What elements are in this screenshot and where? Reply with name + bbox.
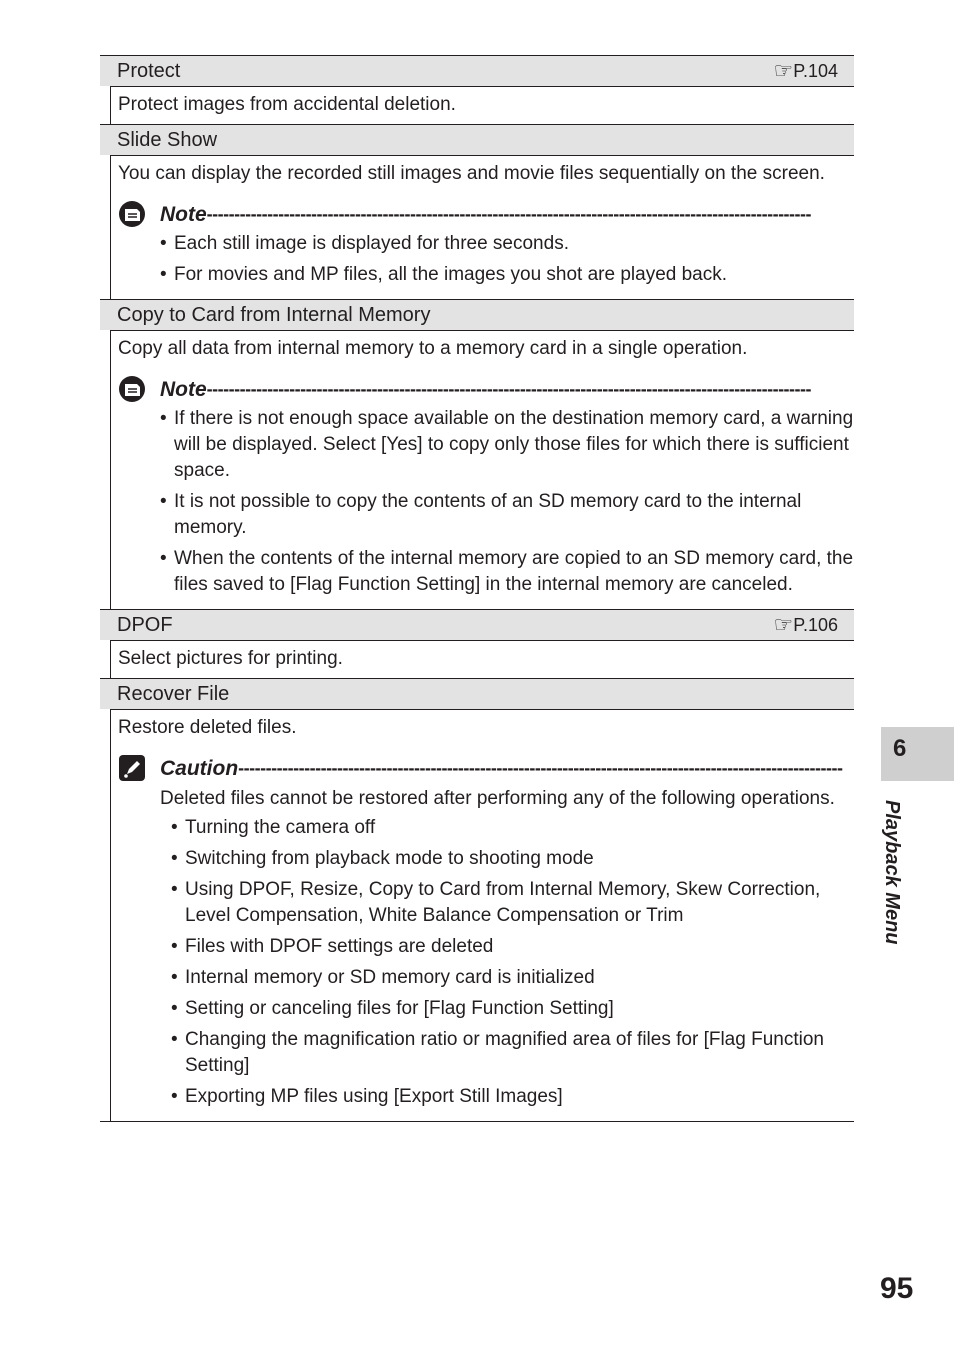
- chapter-tab[interactable]: [881, 727, 954, 781]
- note-heading: [118, 374, 854, 404]
- note-dash-rule: --------------------------------------------------------------------------------------------------------------: [206, 378, 812, 399]
- pointing-hand-icon: ☞: [773, 58, 792, 83]
- section-title: Recover File: [117, 683, 230, 705]
- note-list: [118, 231, 854, 288]
- list-item: • Using DPOF, Resize, Copy to Card from Internal Memory, Skew Correction, Level Compensation, White Balance Compensation or Trim: [171, 877, 854, 929]
- caution-heading: [118, 753, 854, 783]
- section-description: Copy all data from internal memory to a memory card in a single operation.: [118, 338, 748, 359]
- list-item: • Setting or canceling files for [Flag Function Setting]: [171, 996, 854, 1022]
- list-item: • Switching from playback mode to shooting mode: [171, 846, 854, 872]
- section-body-recover-file: [110, 709, 854, 1121]
- list-item: • When the contents of the internal memory are copied to an SD memory card, the files saved to [Flag Function Setting] in the internal memory are canceled.: [160, 546, 854, 598]
- note-heading: [118, 199, 854, 229]
- caution-list: [118, 815, 854, 1110]
- section-title: DPOF: [117, 614, 173, 636]
- section-body-slide-show: [110, 155, 854, 299]
- list-item: • Files with DPOF settings are deleted: [171, 934, 854, 960]
- note-box: [118, 199, 854, 288]
- note-list: [118, 406, 854, 598]
- page-reference[interactable]: [774, 56, 838, 86]
- caution-dash-rule: --------------------------------------------------------------------------------------------------------------: [238, 757, 843, 778]
- table-bottom-rule: [100, 1121, 854, 1122]
- note-box: [118, 374, 854, 598]
- note-icon: [118, 375, 146, 403]
- caution-title: Caution: [160, 756, 239, 780]
- list-item: • Changing the magnification ratio or magnified area of files for [Flag Function Setting]: [171, 1027, 854, 1079]
- caution-intro: Deleted files cannot be restored after performing any of the following operations.: [160, 788, 835, 809]
- section-title: Slide Show: [117, 129, 218, 151]
- chapter-label: [880, 800, 910, 970]
- section-header-recover-file: [100, 678, 854, 709]
- section-body-copy-to-card: [110, 330, 854, 609]
- section-body-protect: [110, 86, 854, 124]
- chapter-number: 6: [893, 735, 907, 762]
- list-item: • Turning the camera off: [171, 815, 854, 841]
- section-header-slide-show: [100, 124, 854, 155]
- section-title: Protect: [117, 60, 181, 82]
- section-header-dpof: [100, 609, 854, 640]
- caution-box: [118, 753, 854, 1110]
- manual-page: [100, 55, 854, 1122]
- chapter-label-text: Playback Menu: [881, 800, 903, 945]
- caution-icon: [118, 754, 146, 782]
- note-icon: [118, 200, 146, 228]
- section-header-protect: [100, 55, 854, 86]
- section-description: You can display the recorded still images and movie files sequentially on the screen.: [118, 163, 825, 184]
- section-header-copy-to-card: [100, 299, 854, 330]
- list-item: • It is not possible to copy the contents of an SD memory card to the internal memory.: [160, 489, 854, 541]
- page-reference-label: P.106: [793, 615, 838, 635]
- note-title: Note: [160, 202, 207, 226]
- list-item: • Exporting MP files using [Export Still Images]: [171, 1084, 854, 1110]
- note-dash-rule: --------------------------------------------------------------------------------------------------------------: [206, 203, 812, 224]
- section-body-dpof: [110, 640, 854, 678]
- note-title: Note: [160, 377, 207, 401]
- section-description: Select pictures for printing.: [118, 648, 343, 669]
- list-item: • For movies and MP files, all the images you shot are played back.: [160, 262, 854, 288]
- list-item: • Internal memory or SD memory card is initialized: [171, 965, 854, 991]
- page-number: 95: [880, 1272, 914, 1305]
- section-title: Copy to Card from Internal Memory: [117, 304, 431, 326]
- list-item: • Each still image is displayed for three seconds.: [160, 231, 854, 257]
- list-item: • If there is not enough space available on the destination memory card, a warning will be displayed. Select [Yes] to copy only those files for which there is sufficient space.: [160, 406, 854, 484]
- section-description: Protect images from accidental deletion.: [118, 94, 456, 115]
- page-reference[interactable]: [774, 610, 838, 640]
- section-description: Restore deleted files.: [118, 717, 297, 738]
- page-reference-label: P.104: [793, 61, 838, 81]
- pointing-hand-icon: ☞: [773, 612, 792, 637]
